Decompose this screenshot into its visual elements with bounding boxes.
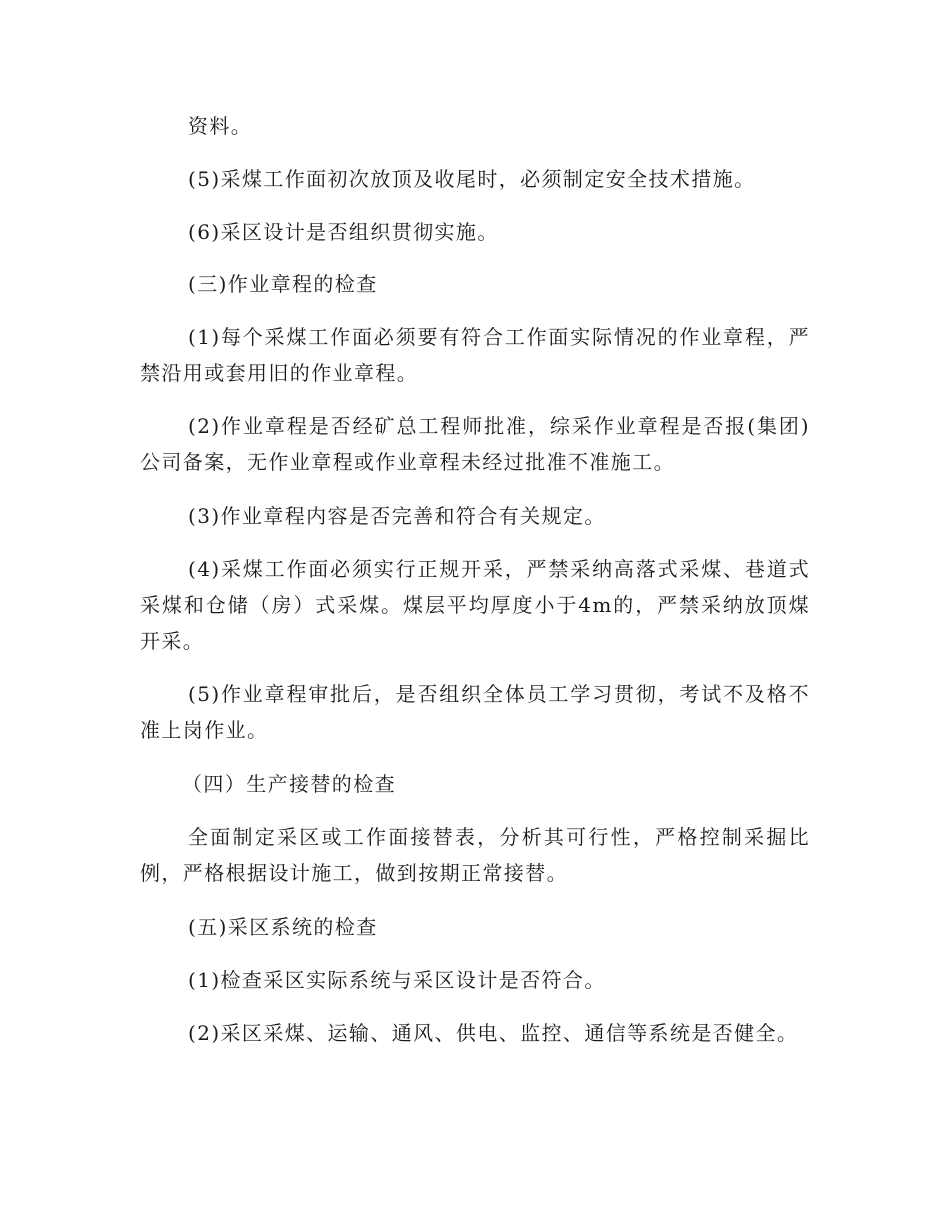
paragraph-item-6: (6)采区设计是否组织贯彻实施。	[188, 220, 499, 244]
paragraph-system-2: (2)采区采煤、运输、通风、供电、监控、通信等系统是否健全。	[188, 1021, 799, 1045]
paragraph-item-5: (5)采煤工作面初次放顶及收尾时，必须制定安全技术措施。	[188, 167, 756, 191]
section-heading-4: （四）生产接替的检查	[182, 772, 396, 796]
paragraph-system-1: (1)检查采区实际系统与采区设计是否符合。	[188, 968, 606, 992]
paragraph-rule-4: (4)采煤工作面必须实行正规开采，严禁采纳高落式采煤、巷道式采煤和仓储（房）式采煤。煤层平均厚度小于4m的，严禁采纳放顶煤开采。	[140, 557, 810, 653]
section-heading-3: (三)作业章程的检查	[188, 272, 378, 296]
paragraph-rule-1: (1)每个采煤工作面必须要有符合工作面实际情况的作业章程，严禁沿用或套用旧的作业章程。	[140, 325, 810, 385]
section-heading-5: (五)采区系统的检查	[188, 915, 378, 939]
paragraph-continuation: 资料。	[188, 114, 253, 138]
paragraph-succession: 全面制定采区或工作面接替表，分析其可行性，严格控制采掘比例，严格根据设计施工，做到按期正常接替。	[140, 825, 810, 885]
paragraph-rule-2: (2)作业章程是否经矿总工程师批准，综采作业章程是否报(集团)公司备案，无作业章程或作业章程未经过批准不准施工。	[140, 414, 810, 474]
paragraph-rule-3: (3)作业章程内容是否完善和符合有关规定。	[188, 504, 606, 528]
paragraph-rule-5: (5)作业章程审批后，是否组织全体员工学习贯彻，考试不及格不准上岗作业。	[140, 682, 810, 742]
